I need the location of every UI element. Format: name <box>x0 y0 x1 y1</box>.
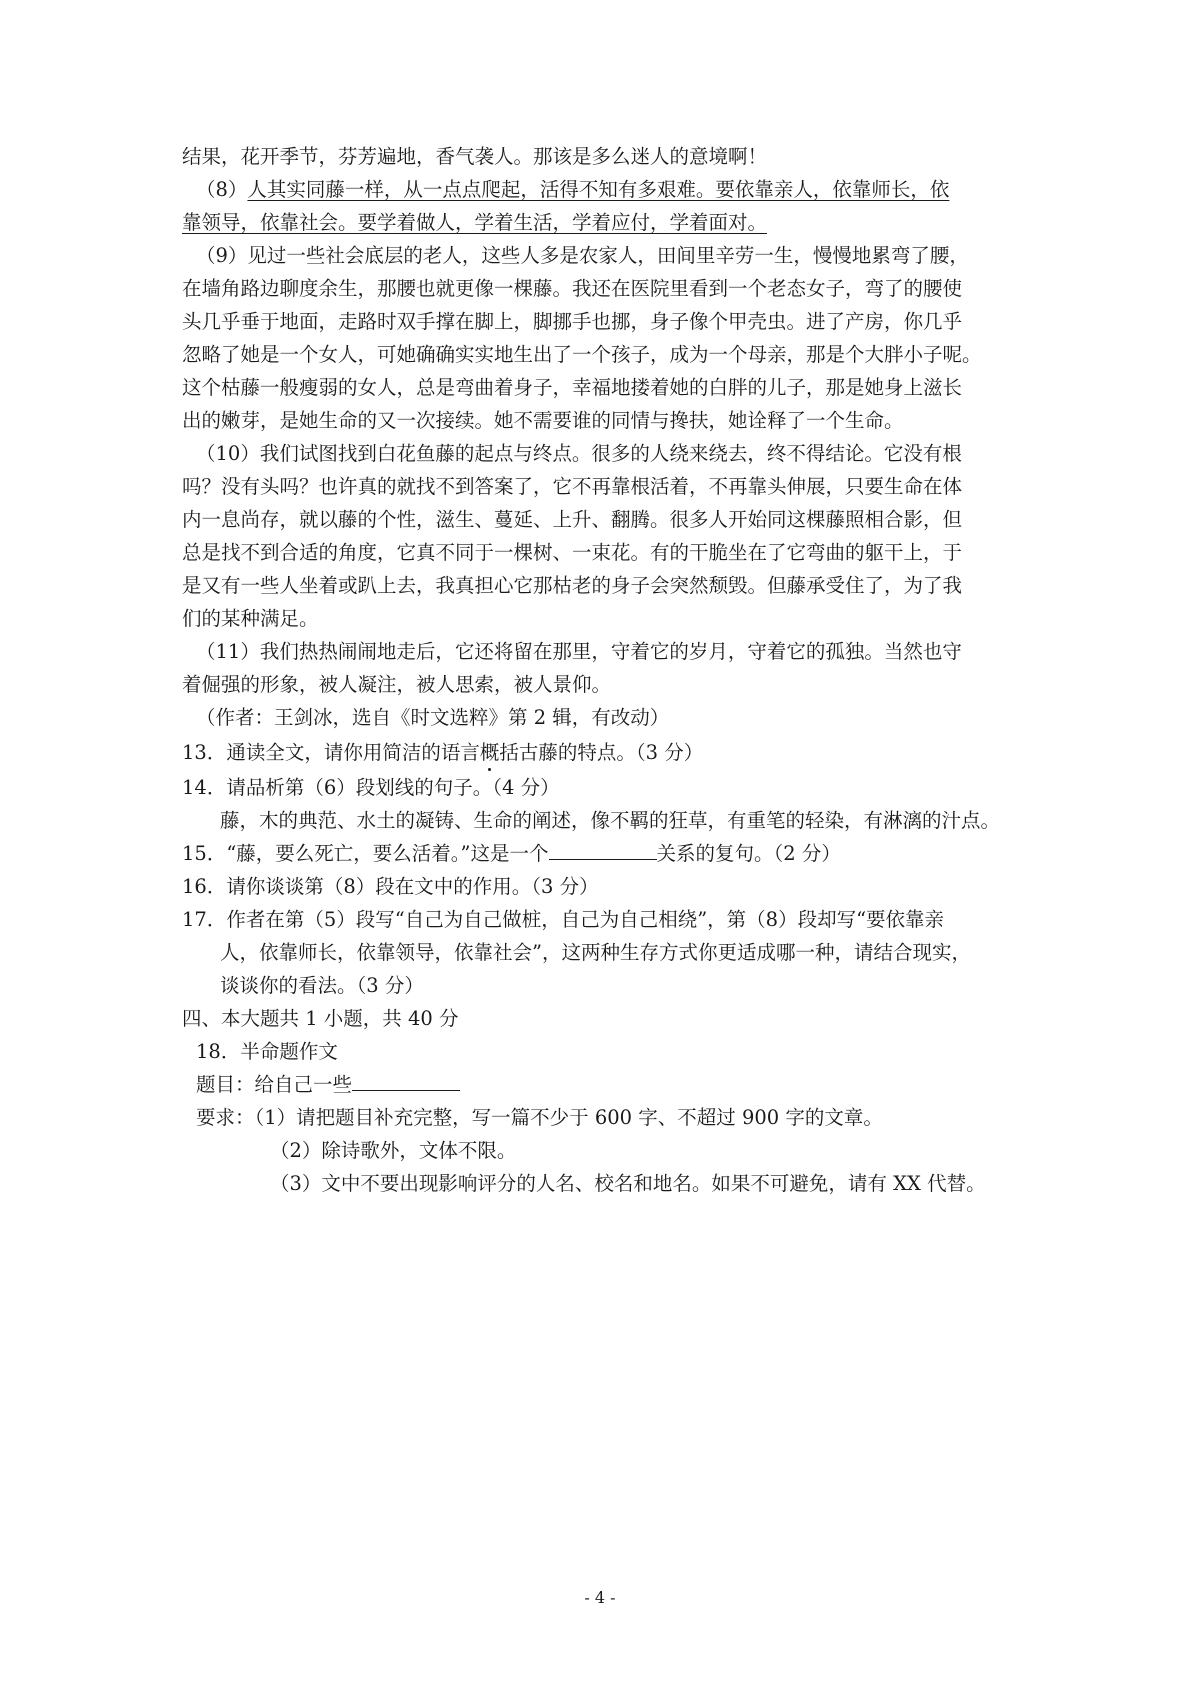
p10-line: 总是找不到合适的角度，它真不同于一棵树、一束花。有的干脆坐在了它弯曲的躯干上，于 <box>182 541 963 564</box>
page-number: - 4 - <box>584 1588 616 1607</box>
p8-underlined-2: 靠领导，依靠社会。要学着做人，学着生活，学着应付，学着面对。 <box>182 211 768 234</box>
q13-text-end: 括古藤的特点。（3 分） <box>499 741 704 764</box>
section-4-heading: 四、本大题共 1 小题，共 40 分 <box>182 1007 459 1030</box>
source-citation: （作者：王剑冰，选自《时文选粹》第 2 辑，有改动） <box>196 706 670 729</box>
p10-line: 吗？没有头吗？也许真的就找不到答案了，它不再靠根活着，不再靠头伸展，只要生命在体 <box>182 475 963 498</box>
question-18: 18．半命题作文 <box>196 1040 338 1063</box>
question-16: 16．请你谈谈第（8）段在文中的作用。（3 分） <box>182 875 599 898</box>
exam-page <box>182 140 1030 1200</box>
p9-line: 这个枯藤一般瘦弱的女人，总是弯曲着身子，幸福地搂着她的白胖的儿子，那是她身上滋长 <box>182 376 963 399</box>
question-13 <box>182 736 1030 769</box>
q15-text: 15．“藤，要么死亡，要么活着。”这是一个 <box>182 842 549 865</box>
p9-line: 在墙角路边聊度余生，那腰也就更像一棵藤。我还在医院里看到一个老态女子，弯了的腰使 <box>182 277 963 300</box>
emphasis-dot-char: 概 <box>479 741 500 764</box>
paragraph-10 <box>182 437 1030 635</box>
q17-line: 17．作者在第（5）段写“自己为自己做桩，自己为自己相绕”，第（8）段却写“要依靠亲 <box>182 908 945 931</box>
requirement-2: （2）除诗歌外，文体不限。 <box>270 1139 517 1162</box>
p8-underlined-1: 人其实同藤一样，从一点点爬起，活得不知有多艰难。要依靠亲人，依靠师长，依 <box>247 178 950 201</box>
question-15 <box>182 837 1030 870</box>
p9-line: 忽略了她是一个女人，可她确确实实地生出了一个孩子，成为一个母亲，那是个大胖小子呢。 <box>182 343 982 366</box>
p9-line: （9）见过一些社会底层的老人，这些人多是农家人，田间里辛劳一生，慢慢地累弯了腰， <box>196 244 969 267</box>
p8-number: （8） <box>196 178 248 201</box>
q13-text: 13．通读全文，请你用简洁的语言 <box>182 741 480 764</box>
q15-text-end: 关系的复句。（2 分） <box>656 842 841 865</box>
p11-line: （11）我们热热闹闹地走后，它还将留在那里，守着它的岁月，守着它的孤独。当然也守 <box>196 640 962 663</box>
p9-line: 头几乎垂于地面，走路时双手撑在脚上，脚挪手也挪，身子像个甲壳虫。进了产房，你几乎 <box>182 310 963 333</box>
essay-topic <box>182 1068 1030 1101</box>
p11-line: 着倔强的形象，被人凝注，被人思索，被人景仰。 <box>182 673 612 696</box>
q17-line: 人，依靠师长，依靠领导，依靠社会”，这两种生存方式你更适成哪一种，请结合现实， <box>220 941 971 964</box>
paragraph-11 <box>182 635 1030 701</box>
requirement-1: 要求：（1）请把题目补充完整，写一篇不少于 600 字、不超过 900 字的文章。 <box>196 1106 883 1129</box>
q17-line: 谈谈你的看法。（3 分） <box>220 974 424 997</box>
paragraph-9 <box>182 239 1030 437</box>
p10-line: 内一息尚存，就以藤的个性，滋生、蔓延、上升、翻腾。很多人开始同这棵藤照相合影，但 <box>182 508 963 531</box>
p7-ending: 结果，花开季节，芬芳遍地，香气袭人。那该是多么迷人的意境啊！ <box>182 145 768 168</box>
question-14: 14．请品析第（6）段划线的句子。（4 分） <box>182 776 560 799</box>
topic-label: 题目：给自己一些 <box>196 1073 353 1096</box>
topic-answer-blank[interactable] <box>352 1070 460 1091</box>
p10-line: （10）我们试图找到白花鱼藤的起点与终点。很多的人绕来绕去，终不得结论。它没有根 <box>196 442 962 465</box>
p10-line: 们的某种满足。 <box>182 607 319 630</box>
requirement-3: （3）文中不要出现影响评分的人名、校名和地名。如果不可避免，请有 XX 代替。 <box>270 1172 986 1195</box>
p9-line: 出的嫩芽，是她生命的又一次接续。她不需要谁的同情与搀扶，她诠释了一个生命。 <box>182 409 904 432</box>
p8-line-1 <box>182 173 1030 206</box>
q15-answer-blank[interactable] <box>549 839 657 860</box>
p10-line: 是又有一些人坐着或趴上去，我真担心它那枯老的身子会突然颓毁。但藤承受住了，为了我 <box>182 574 963 597</box>
p8-line-2 <box>182 206 1030 239</box>
question-17 <box>182 903 1030 1002</box>
q14-quote: 藤，木的典范、水土的凝铸、生命的阐述，像不羁的狂草，有重笔的轻染，有淋漓的汁点。 <box>220 809 1001 832</box>
